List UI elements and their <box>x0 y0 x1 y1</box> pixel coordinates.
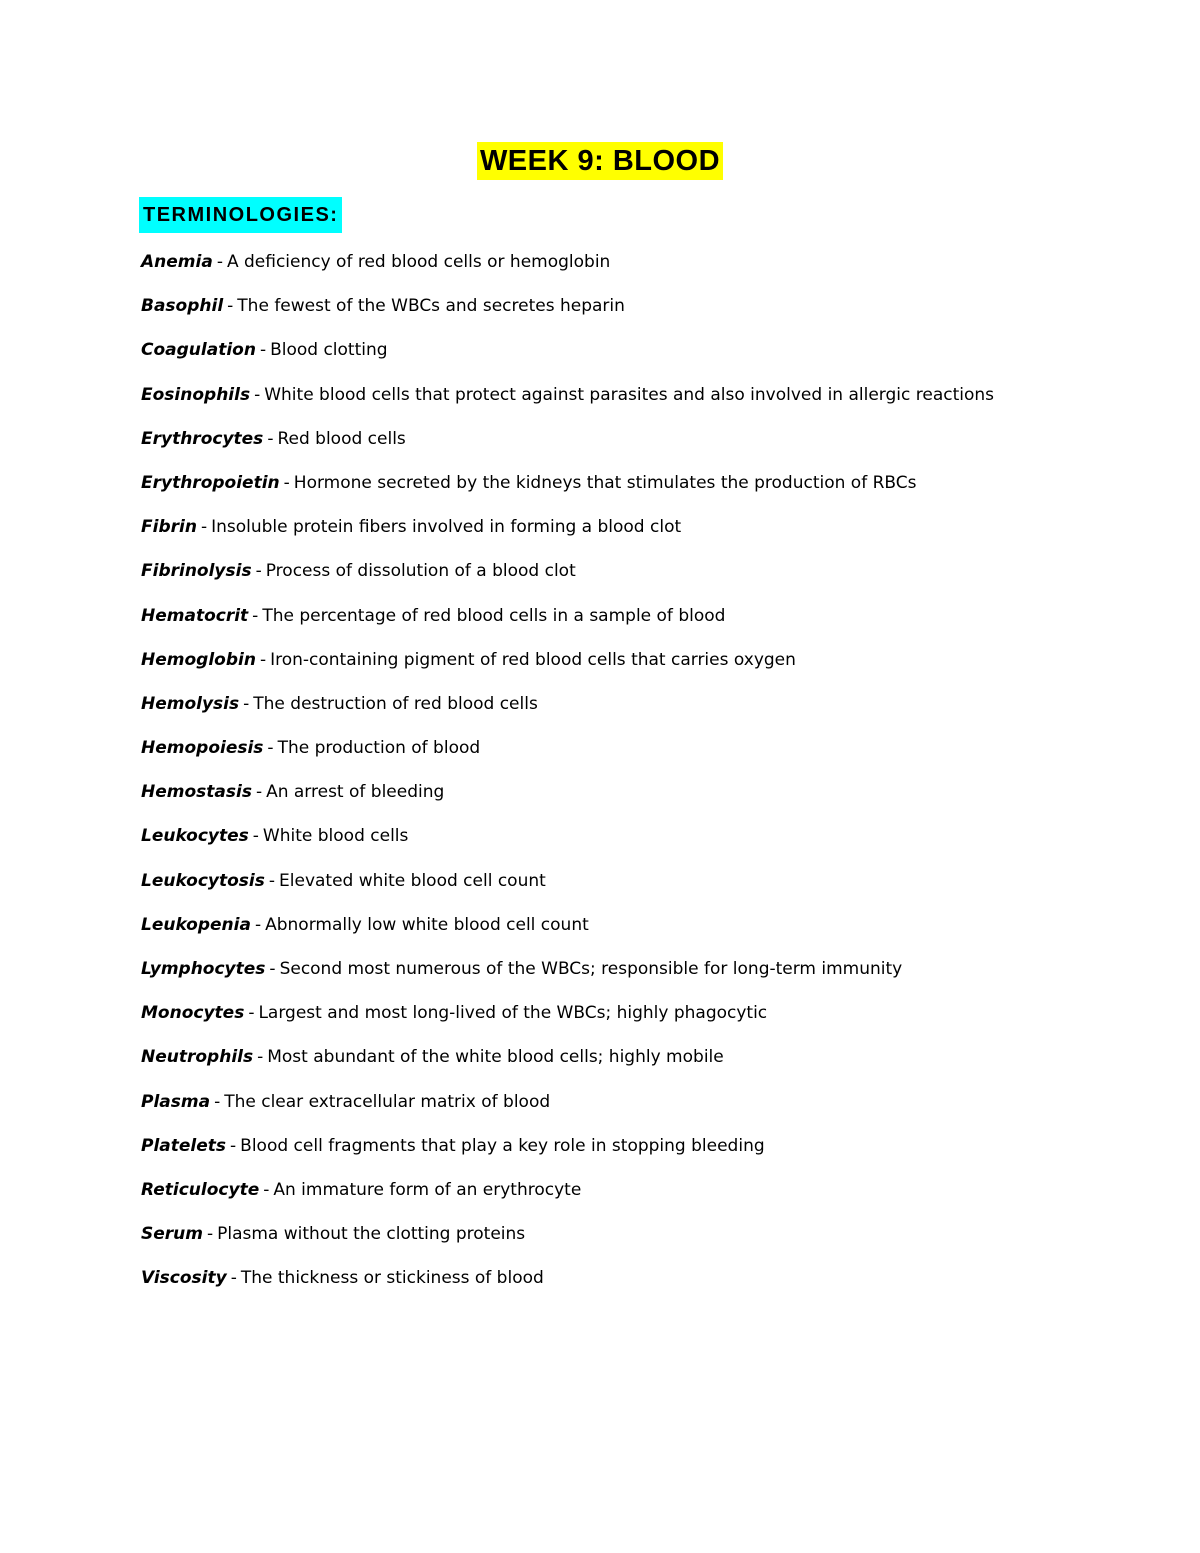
list-item <box>141 999 1161 1043</box>
term-separator: - <box>214 1091 221 1112</box>
term-definition: Hormone secreted by the kidneys that stimulates the production of RBCs <box>293 472 917 493</box>
list-item <box>141 513 1161 557</box>
term-separator: - <box>254 384 261 405</box>
term-name: Leukopenia <box>141 914 251 935</box>
term-separator: - <box>263 1179 270 1200</box>
term-definition: Insoluble protein fibers involved in forming a blood clot <box>211 517 682 538</box>
list-item <box>141 690 1161 734</box>
term-name: Fibrinolysis <box>141 561 252 582</box>
list-item <box>141 867 1161 911</box>
term-name: Hemostasis <box>141 782 252 803</box>
term-separator: - <box>257 1047 264 1068</box>
term-separator: - <box>200 517 208 538</box>
term-separator: - <box>259 340 267 361</box>
list-item <box>141 911 1161 955</box>
list-item <box>141 336 1161 380</box>
list-item <box>141 1264 1161 1308</box>
list-item <box>141 248 1161 292</box>
term-separator: - <box>259 649 267 670</box>
term-name: Reticulocyte <box>141 1179 260 1200</box>
term-separator: - <box>255 782 263 803</box>
term-name: Hemopoiesis <box>141 738 264 759</box>
term-name: Anemia <box>141 252 213 272</box>
term-definition: Plasma without the clotting proteins <box>217 1224 526 1245</box>
term-definition: The thickness or stickiness of blood <box>240 1268 544 1289</box>
list-item <box>141 646 1161 690</box>
term-definition: The clear extracellular matrix of blood <box>224 1091 551 1112</box>
term-separator: - <box>248 1003 255 1024</box>
term-name: Erythropoietin <box>141 472 280 493</box>
term-definition: An immature form of an erythrocyte <box>273 1179 582 1200</box>
term-separator: - <box>252 605 259 626</box>
term-separator: - <box>267 738 274 759</box>
term-separator: - <box>227 296 234 317</box>
page-title-container <box>0 142 1200 180</box>
term-definition: White blood cells <box>262 826 409 847</box>
list-item <box>141 425 1161 469</box>
list-item <box>141 292 1161 336</box>
term-separator: - <box>206 1224 214 1245</box>
term-separator: - <box>269 959 276 979</box>
term-definition: Second most numerous of the WBCs; responsible for long-term immunity <box>279 959 903 979</box>
term-definition: Iron-containing pigment of red blood cells that carries oxygen <box>270 649 796 670</box>
term-separator: - <box>283 472 290 493</box>
terminology-list <box>141 248 1161 1309</box>
term-definition: Abnormally low white blood cell count <box>265 914 589 935</box>
list-item <box>141 602 1161 646</box>
term-name: Lymphocytes <box>141 959 266 979</box>
term-name: Basophil <box>141 296 224 317</box>
term-name: Plasma <box>141 1091 211 1112</box>
term-name: Hematocrit <box>141 605 249 626</box>
term-separator: - <box>254 914 262 935</box>
term-separator: - <box>252 826 259 847</box>
term-separator: - <box>255 561 262 582</box>
term-name: Eosinophils <box>141 384 251 405</box>
list-item <box>141 734 1161 778</box>
term-name: Viscosity <box>141 1268 227 1289</box>
term-name: Monocytes <box>141 1003 245 1024</box>
term-definition: A deficiency of red blood cells or hemoglobin <box>226 252 611 272</box>
term-name: Hemoglobin <box>141 649 256 670</box>
list-item <box>141 469 1161 513</box>
term-definition: Process of dissolution of a blood clot <box>265 561 576 582</box>
term-name: Serum <box>141 1224 203 1245</box>
term-separator: - <box>267 428 274 449</box>
term-separator: - <box>230 1268 237 1289</box>
list-item <box>141 1220 1161 1264</box>
term-definition: Most abundant of the white blood cells; highly mobile <box>267 1047 724 1068</box>
term-definition: The destruction of red blood cells <box>253 693 538 714</box>
list-item <box>141 381 1161 425</box>
term-definition: Blood cell fragments that play a key role in stopping bleeding <box>240 1135 765 1156</box>
term-separator: - <box>243 693 250 714</box>
term-name: Coagulation <box>141 340 256 361</box>
list-item <box>141 822 1161 866</box>
section-heading-terminologies: TERMINOLOGIES: <box>139 197 342 233</box>
page-title: WEEK 9: BLOOD <box>477 142 723 180</box>
list-item <box>141 1088 1161 1132</box>
term-name: Hemolysis <box>141 693 240 714</box>
term-name: Platelets <box>141 1135 227 1156</box>
term-separator: - <box>230 1135 237 1156</box>
term-name: Erythrocytes <box>141 428 264 449</box>
term-definition: Elevated white blood cell count <box>279 870 546 891</box>
term-definition: Largest and most long-lived of the WBCs; highly phagocytic <box>258 1003 768 1024</box>
term-definition: The production of blood <box>277 738 481 759</box>
term-name: Neutrophils <box>141 1047 254 1068</box>
list-item <box>141 955 1161 999</box>
term-separator: - <box>268 870 276 891</box>
term-definition: The percentage of red blood cells in a sample of blood <box>262 605 726 626</box>
list-item <box>141 1043 1161 1087</box>
term-definition: Red blood cells <box>277 428 406 449</box>
term-name: Leukocytes <box>141 826 249 847</box>
term-name: Leukocytosis <box>141 870 265 891</box>
term-definition: Blood clotting <box>270 340 388 361</box>
term-definition: White blood cells that protect against parasites and also involved in allergic reactions <box>264 384 995 405</box>
list-item <box>141 1132 1161 1176</box>
list-item <box>141 557 1161 601</box>
term-separator: - <box>216 252 223 272</box>
term-definition: The fewest of the WBCs and secretes heparin <box>237 296 625 317</box>
list-item <box>141 1176 1161 1220</box>
term-name: Fibrin <box>141 517 197 538</box>
term-definition: An arrest of bleeding <box>266 782 445 803</box>
list-item <box>141 778 1161 822</box>
